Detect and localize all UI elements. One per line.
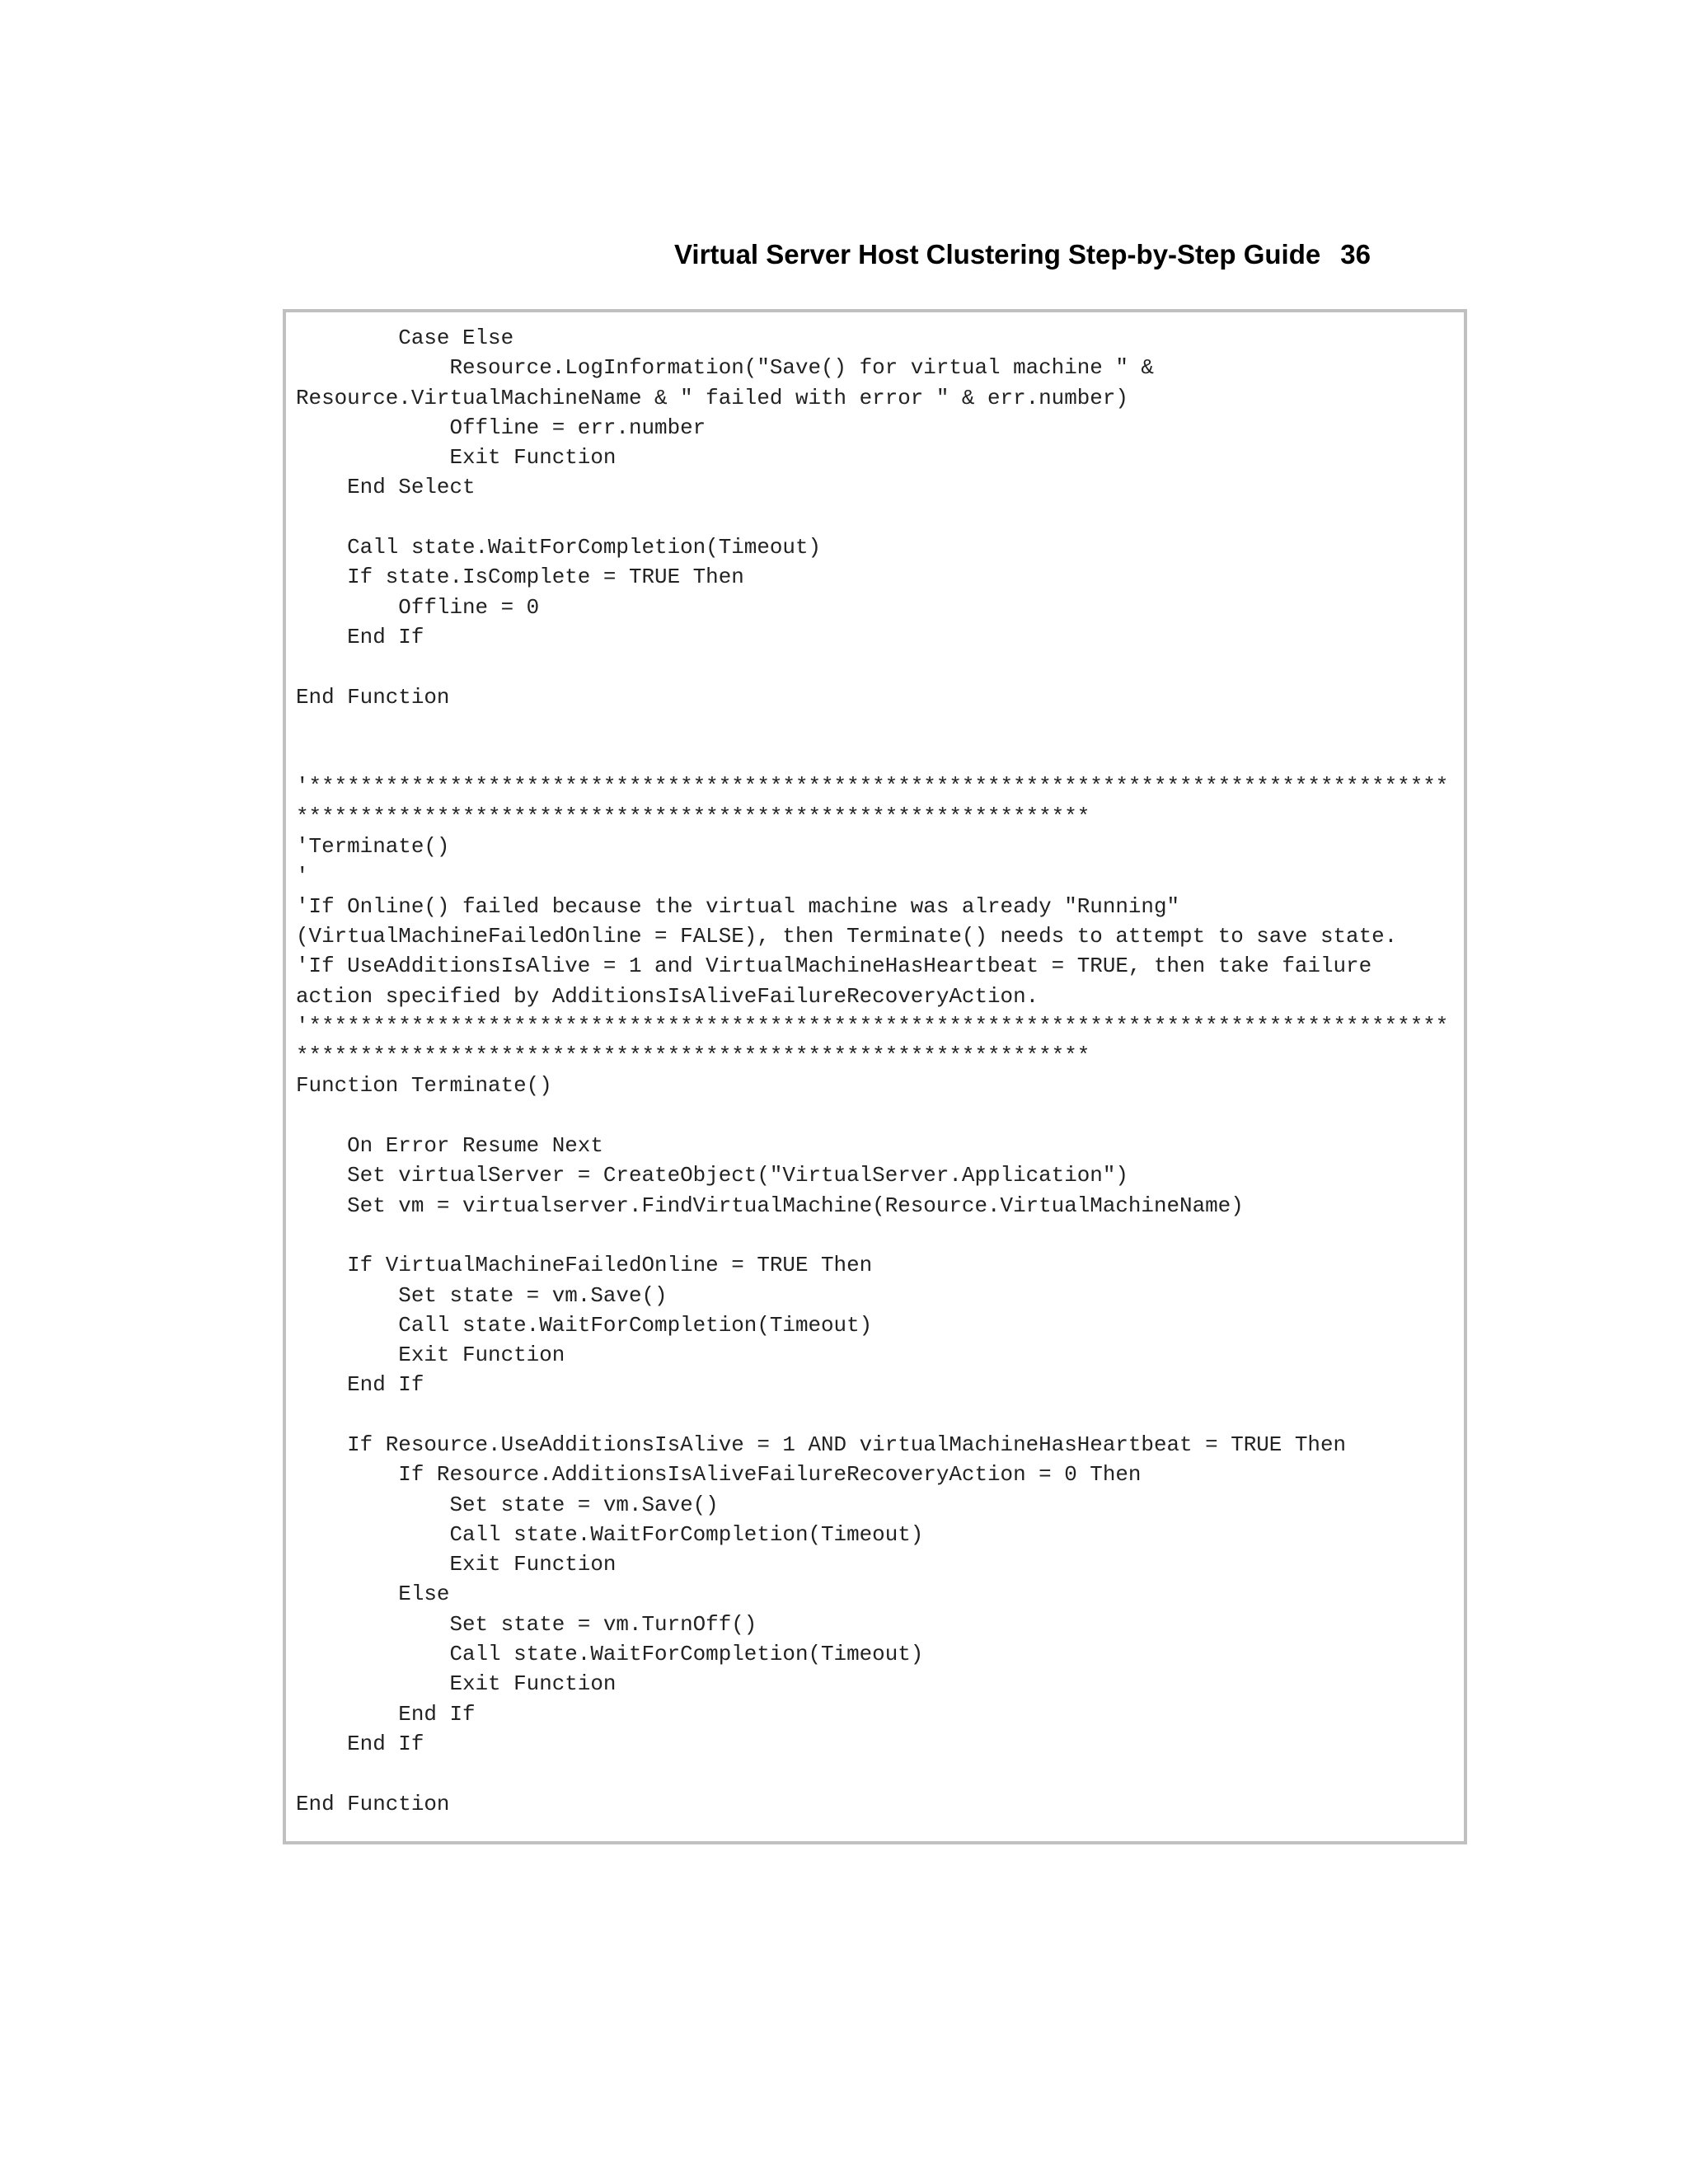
code-line: Exit Function	[296, 1343, 565, 1368]
page-number: 36	[1340, 239, 1371, 269]
code-listing	[283, 309, 1467, 1844]
code-line: Set vm = virtualserver.FindVirtualMachine(Resource.VirtualMachineName)	[296, 1193, 1244, 1218]
code-line: End Function	[296, 1791, 450, 1816]
code-line	[296, 742, 1464, 771]
code-line	[296, 1221, 1464, 1250]
code-line: End Select	[296, 475, 476, 500]
code-line: Call state.WaitForCompletion(Timeout)	[296, 1521, 924, 1547]
code-line: (VirtualMachineFailedOnline = FALSE), then Terminate() needs to attempt to save state.	[296, 923, 1398, 949]
code-line: Function Terminate()	[296, 1073, 552, 1099]
code-line: Set virtualServer = CreateObject("VirtualServer.Application")	[296, 1163, 1128, 1188]
code-line: '	[296, 864, 309, 889]
code-line: If Resource.AdditionsIsAliveFailureRecoveryAction = 0 Then	[296, 1462, 1142, 1488]
code-line: Case Else	[296, 326, 514, 350]
code-line	[296, 712, 1464, 742]
code-line: '*****************************************************************************************	[296, 774, 1449, 799]
code-line: 'If UseAdditionsIsAlive = 1 and VirtualMachineHasHeartbeat = TRUE, then take failure	[296, 954, 1372, 979]
code-line: Call state.WaitForCompletion(Timeout)	[296, 1642, 924, 1667]
code-line: Offline = 0	[296, 594, 540, 620]
code-line	[296, 1400, 1464, 1430]
code-line	[296, 1101, 1464, 1131]
code-line: If VirtualMachineFailedOnline = TRUE Then	[296, 1253, 873, 1278]
code-line: Resource.LogInformation("Save() for virtual machine " &	[296, 355, 1154, 381]
code-line: End If	[296, 624, 424, 649]
code-line: End If	[296, 1701, 476, 1727]
page-header	[674, 239, 1375, 280]
code-line: 'Terminate()	[296, 834, 450, 860]
code-line: Offline = err.number	[296, 415, 706, 440]
code-line: On Error Resume Next	[296, 1133, 603, 1159]
code-line: **************************************************************	[296, 1043, 1090, 1069]
code-line: Set state = vm.TurnOff()	[296, 1611, 757, 1637]
code-line: If state.IsComplete = TRUE Then	[296, 565, 744, 590]
code-line: Exit Function	[296, 445, 617, 471]
document-title: Virtual Server Host Clustering Step-by-Step Guide	[674, 239, 1321, 269]
code-line: **************************************************************	[296, 804, 1090, 829]
code-line: If Resource.UseAdditionsIsAlive = 1 AND virtualMachineHasHeartbeat = TRUE Then	[296, 1432, 1347, 1457]
code-line: action specified by AdditionsIsAliveFailureRecoveryAction.	[296, 983, 1039, 1009]
code-line: Exit Function	[296, 1552, 617, 1577]
code-line: 'If Online() failed because the virtual machine was already "Running"	[296, 893, 1180, 919]
code-line	[296, 652, 1464, 682]
code-line	[296, 503, 1464, 532]
code-line: Call state.WaitForCompletion(Timeout)	[296, 1312, 873, 1338]
code-line: End Function	[296, 684, 450, 710]
code-line: Exit Function	[296, 1671, 617, 1697]
code-line: Call state.WaitForCompletion(Timeout)	[296, 535, 822, 560]
code-line	[296, 1759, 1464, 1788]
code-line: '*****************************************************************************************	[296, 1013, 1449, 1038]
code-line: Resource.VirtualMachineName & " failed with error " & err.number)	[296, 385, 1128, 410]
code-line: Set state = vm.Save()	[296, 1282, 668, 1308]
code-line: Else	[296, 1582, 450, 1607]
code-line: Set state = vm.Save()	[296, 1492, 719, 1517]
code-line: End If	[296, 1731, 424, 1756]
code-line: End If	[296, 1372, 424, 1398]
